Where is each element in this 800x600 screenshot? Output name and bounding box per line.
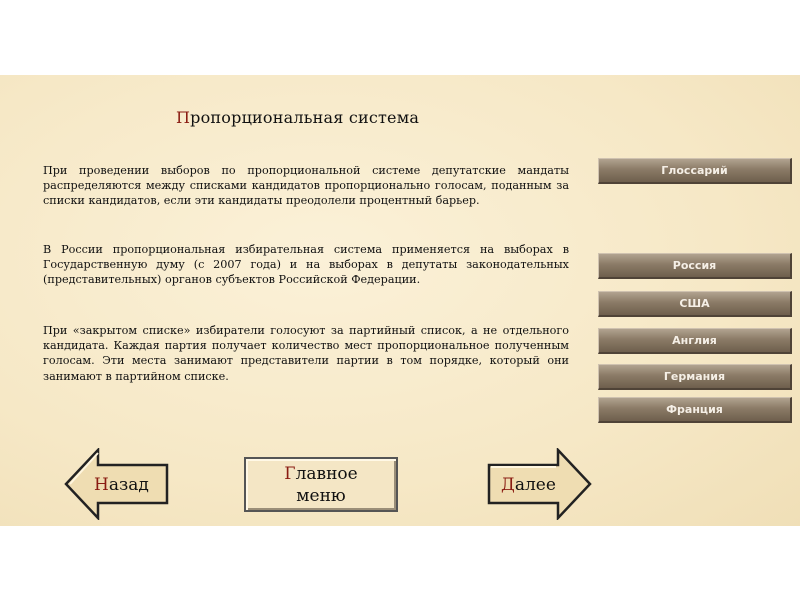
glossary-button[interactable]: Глоссарий — [598, 158, 792, 184]
paragraph-closed-list: При «закрытом списке» избиратели голосуют за партийный список, а не отдельного кандидата. Каждая партия получает количество мест пропорциональное полученным голосам. Эти места занимают представители партии в том порядке, который они занимают в партийном списке. — [43, 324, 569, 383]
next-initial: Д — [501, 475, 515, 495]
menu-initial: Г — [284, 463, 296, 484]
germany-button[interactable]: Германия — [598, 364, 792, 390]
title-rest: ропорциональная система — [190, 108, 420, 127]
usa-button[interactable]: США — [598, 291, 792, 317]
next-button-label[interactable] — [501, 475, 556, 495]
russia-button[interactable]: Россия — [598, 253, 792, 279]
paragraph-definition: При проведении выборов по пропорциональной системе депутатские мандаты распределяются между списками кандидатов пропорционально голосам, поданным за списки кандидатов, если эти кандидаты преодолели процентный барьер. — [43, 164, 569, 208]
menu-line1-rest: лавное — [295, 463, 358, 484]
england-button[interactable]: Англия — [598, 328, 792, 354]
main-menu-line2: меню — [296, 485, 346, 506]
page-title — [176, 108, 419, 127]
back-rest: азад — [108, 475, 149, 495]
title-initial: П — [176, 108, 191, 127]
france-button[interactable]: Франция — [598, 397, 792, 423]
back-button-label[interactable] — [94, 475, 149, 495]
main-menu-line1 — [246, 463, 396, 485]
next-rest: алее — [514, 475, 556, 495]
main-menu-button[interactable] — [244, 457, 398, 512]
back-initial: Н — [94, 475, 109, 495]
paragraph-russia: В России пропорциональная избирательная система применяется на выборах в Государственную думу (с 2007 года) и на выборах в депутаты законодательных (представительных) органов субъектов Российской Федерации. — [43, 243, 569, 287]
